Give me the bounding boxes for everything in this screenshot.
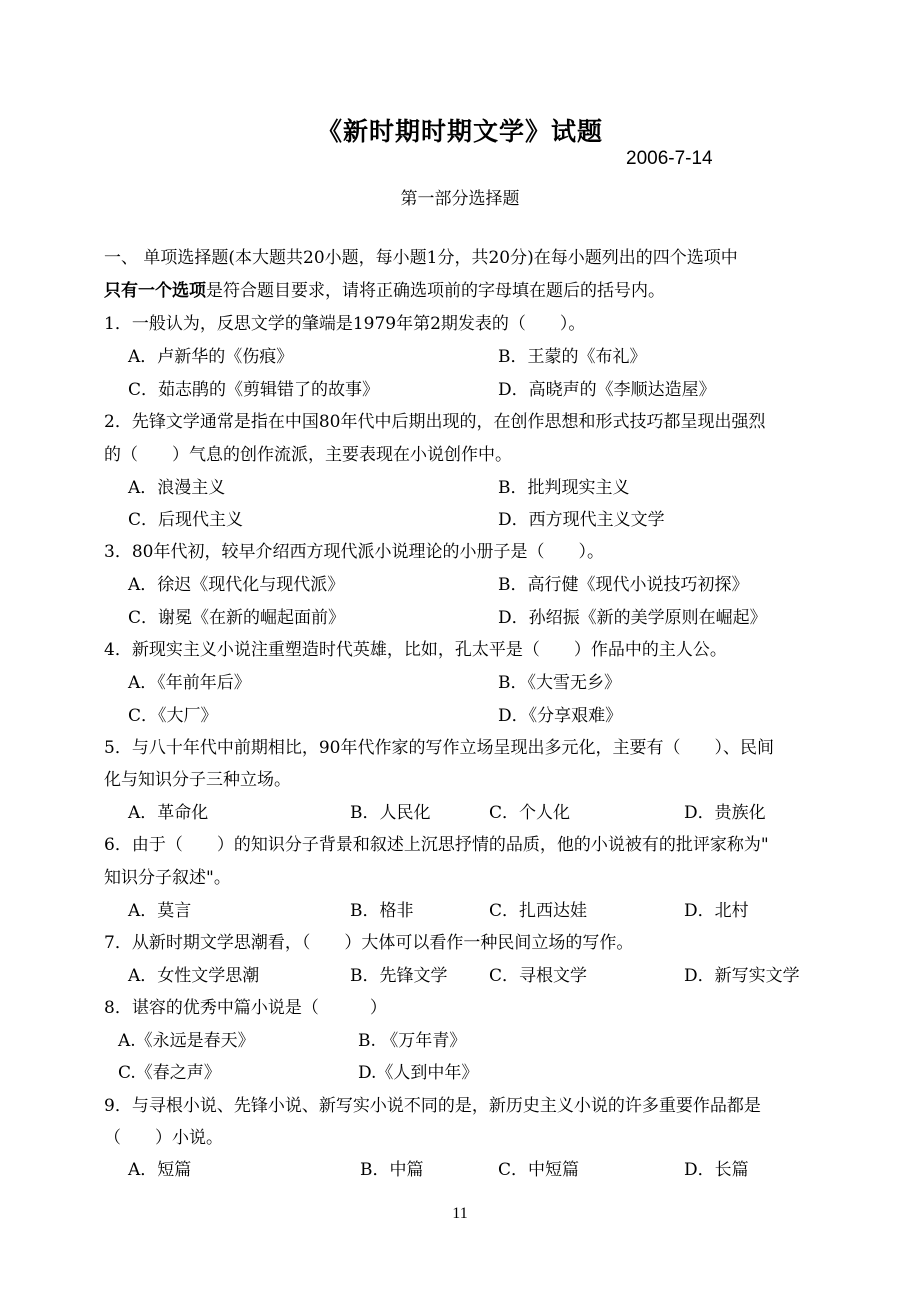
question-5-stem: 5．与八十年代中前期相比，90年代作家的写作立场呈现出多元化，主要有（ ）、民间	[104, 738, 774, 758]
question-6-option-d: D．北村	[684, 901, 749, 921]
question-2-stem: 2．先锋文学通常是指在中国80年代中后期出现的，在创作思想和形式技巧都呈现出强烈	[104, 412, 766, 432]
question-3-stem: 3．80年代初，较早介绍西方现代派小说理论的小册子是（ ）。	[104, 542, 604, 562]
question-7-option-c: C．寻根文学	[489, 966, 588, 986]
question-1-option-c: C．茹志鹃的《剪辑错了的故事》	[128, 380, 380, 400]
part-heading: 第一部分选择题	[400, 189, 520, 209]
question-6-option-b: B．格非	[350, 901, 414, 921]
question-2-option-a: A．浪漫主义	[128, 478, 226, 498]
question-9-option-a: A．短篇	[128, 1160, 192, 1180]
question-6-stem: 6．由于（ ）的知识分子背景和叙述上沉思抒情的品质，他的小说被有的批评家称为"	[104, 835, 769, 855]
question-7-option-b: B．先锋文学	[350, 966, 448, 986]
question-9-option-d: D．长篇	[684, 1160, 749, 1180]
question-3-option-d: D．孙绍振《新的美学原则在崛起》	[498, 608, 767, 628]
question-7-stem: 7．从新时期文学思潮看，（ ）大体可以看作一种民间立场的写作。	[104, 933, 634, 953]
instructions-line-2	[104, 279, 665, 303]
page-number: 11	[452, 1205, 468, 1222]
question-3-option-b: B．高行健《现代小说技巧初探》	[498, 575, 749, 595]
question-6-option-a: A．莫言	[128, 901, 192, 921]
question-7-option-d: D．新写实文学	[684, 966, 800, 986]
question-4-option-c: C．《大厂》	[128, 706, 218, 726]
question-4-option-b: B．《大雪无乡》	[498, 673, 621, 693]
question-5-stem-cont: 化与知识分子三种立场。	[104, 770, 291, 790]
question-6-option-c: C．扎西达娃	[489, 901, 588, 921]
question-7-option-a: A．女性文学思潮	[128, 966, 260, 986]
question-1-stem: 1．一般认为，反思文学的肇端是1979年第2期发表的（ ）。	[104, 314, 586, 334]
question-8-option-b: B. 《万年青》	[358, 1031, 467, 1051]
instructions-line-1: 一、 单项选择题(本大题共20小题，每小题1分，共20分)在每小题列出的四个选项中	[104, 248, 738, 268]
question-2-option-c: C．后现代主义	[128, 510, 244, 530]
question-9-option-b: B．中篇	[360, 1160, 424, 1180]
exam-date: 2006-7-14	[626, 148, 713, 169]
question-8-stem: 8．谌容的优秀中篇小说是（ ）	[104, 998, 387, 1018]
instructions-emphasis: 只有一个选项	[104, 281, 206, 301]
question-6-stem-cont: 知识分子叙述"。	[104, 868, 231, 888]
question-1-option-b: B．王蒙的《布礼》	[498, 347, 647, 367]
question-4-option-a: A．《年前年后》	[128, 673, 251, 693]
question-8-option-d: D.《人到中年》	[358, 1063, 479, 1083]
instructions-rest: 是符合题目要求，请将正确选项前的字母填在题后的括号内。	[206, 281, 665, 301]
question-5-option-c: C．个人化	[489, 803, 571, 823]
question-8-option-c: C.《春之声》	[118, 1063, 221, 1083]
question-5-option-a: A．革命化	[128, 803, 209, 823]
question-1-option-d: D．高晓声的《李顺达造屋》	[498, 380, 716, 400]
page-title: 《新时期时期文学》试题	[316, 117, 603, 146]
question-9-stem: 9．与寻根小说、先锋小说、新写实小说不同的是，新历史主义小说的许多重要作品都是	[104, 1096, 761, 1116]
question-5-option-b: B．人民化	[350, 803, 431, 823]
question-2-stem-cont: 的（ ）气息的创作流派，主要表现在小说创作中。	[104, 445, 512, 465]
question-2-option-d: D．西方现代主义文学	[498, 510, 665, 530]
question-9-option-c: C．中短篇	[498, 1160, 580, 1180]
question-3-option-a: A．徐迟《现代化与现代派》	[128, 575, 345, 595]
question-1-option-a: A．卢新华的《伤痕》	[128, 347, 294, 367]
question-8-option-a: A.《永远是春天》	[118, 1031, 255, 1051]
question-4-stem: 4．新现实主义小说注重塑造时代英雄，比如，孔太平是（ ）作品中的主人公。	[104, 640, 727, 660]
question-5-option-d: D．贵族化	[684, 803, 766, 823]
question-2-option-b: B．批判现实主义	[498, 478, 630, 498]
question-9-stem-cont: （ ）小说。	[104, 1128, 223, 1148]
question-3-option-c: C．谢冕《在新的崛起面前》	[128, 608, 346, 628]
question-4-option-d: D．《分享艰难》	[498, 706, 623, 726]
